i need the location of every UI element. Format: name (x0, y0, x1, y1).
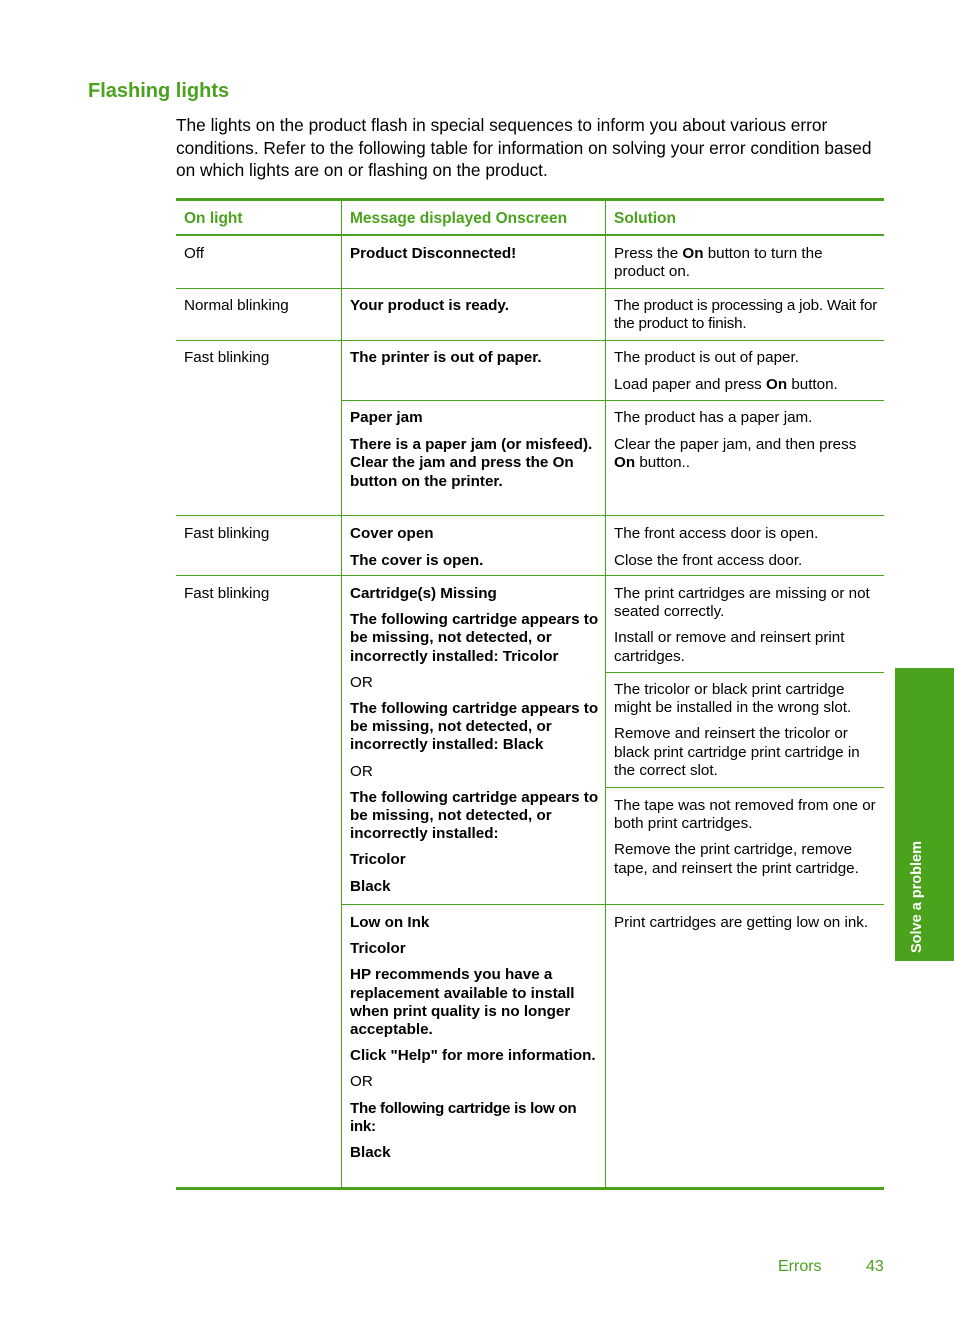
row4-message: Paper jam There is a paper jam (or misfeed). Clear the jam and press the On button on the printer. (350, 409, 593, 490)
page-number: 43 (866, 1258, 884, 1275)
row6-solution-a: The print cartridges are missing or not seated correctly. Install or remove and reinsert print cartridges. (614, 585, 870, 665)
row6-light: Fast blinking (184, 585, 270, 602)
row7-solution: Print cartridges are getting low on ink. (614, 914, 869, 931)
column-divider (605, 201, 606, 1188)
header-on-light: On light (184, 210, 243, 227)
column-divider (341, 201, 342, 1188)
row2-solution: The product is processing a job. Wait for the product to finish. (614, 297, 878, 333)
row-divider (605, 787, 884, 788)
side-tab (895, 668, 954, 961)
row-divider (341, 904, 884, 905)
row-divider (605, 672, 884, 673)
header-solution: Solution (614, 210, 676, 227)
table-bottom-rule (176, 1187, 884, 1190)
row1-message: Product Disconnected! (350, 245, 517, 262)
intro-paragraph: The lights on the product flash in special sequences to inform you about various error conditions. Refer to the following table for information on solving your error condition based on which lights are on or flashing on the product. (176, 115, 872, 180)
row-divider (176, 515, 884, 516)
row1-solution: Press the On button to turn the product on. (614, 245, 823, 281)
row1-light: Off (184, 245, 204, 262)
row-divider (176, 340, 884, 341)
row3-message: The printer is out of paper. (350, 349, 542, 366)
row-divider (341, 400, 884, 401)
section-title: Flashing lights (88, 80, 230, 102)
row-divider (176, 575, 884, 576)
row5-message: Cover open The cover is open. (350, 525, 484, 570)
header-rule (176, 234, 884, 236)
row6-solution-c: The tape was not removed from one or both print cartridges. Remove the print cartridge, remove tape, and reinsert the print cartridge. (614, 797, 876, 877)
row-divider (176, 288, 884, 289)
row6-solution-b: The tricolor or black print cartridge might be installed in the wrong slot. Remove and reinsert the tricolor or black print cartridge print cartridge in the correct slot. (614, 681, 860, 779)
row5-light: Fast blinking (184, 525, 270, 542)
row4-solution: The product has a paper jam. Clear the paper jam, and then press On button.. (614, 409, 857, 472)
footer-section: Errors (778, 1258, 822, 1275)
row2-light: Normal blinking (184, 297, 289, 314)
row7-message: Low on Ink Tricolor HP recommends you have a replacement available to install when print quality is no longer acceptable. Click "Help" for more information. OR The following cartridge is low on ink: Black (350, 914, 596, 1162)
row5-solution: The front access door is open. Close the front access door. (614, 525, 819, 570)
row6-message: Cartridge(s) Missing The following cartridge appears to be missing, not detected, or incorrectly installed: Tricolor OR The following cartridge appears to be missing, not detected, or incorrectly installed: Black OR The following cartridge appears to be missing, not detected, or incorrectly installed: Tricolor Black (350, 585, 599, 895)
row3-solution: The product is out of paper. Load paper and press On button. (614, 349, 838, 394)
row3-light: Fast blinking (184, 349, 270, 366)
side-tab-label: Solve a problem (909, 840, 925, 953)
row2-message: Your product is ready. (350, 297, 509, 314)
header-message: Message displayed Onscreen (350, 210, 568, 227)
table-top-rule (176, 198, 884, 201)
